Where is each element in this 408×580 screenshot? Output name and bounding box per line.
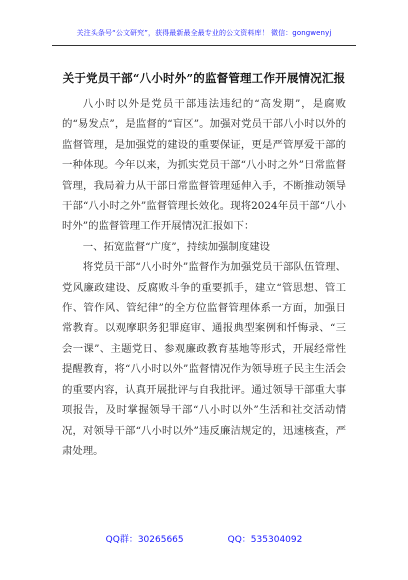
section-paragraph: 将党员干部“八小时外”监督作为加强党员干部队伍管理、党风廉政建设、反腐败斗争的重要抓手，建立“管思想、管工作、管作风、管纪律”的全方位监督管理体系一方面，加强日常教育。以观摩职务犯罪庭审、通报典型案例和忏悔录、“三会一课”、主题党日、参观廉政教育基地等形式，开展经常性提醒教育，将“八小时以外”监督情况作为领导班子民主生活会的重要内容，认真开展批评与自我批评。通过领导干部重大事项报告，及时掌握领导干部“八小时以外”生活和社交活动情况，对领导干部“八小时以外”违反廉洁规定的，迅速核查，严肃处理。	[62, 261, 346, 457]
page-footer	[0, 532, 408, 545]
header-divider	[52, 45, 356, 46]
page-header-promo: 关注头条号“公文研究”，获得最新最全最专业的公文资料库！ 微信：gongwenyj	[76, 29, 332, 37]
document-body	[62, 94, 346, 461]
document-title: 关于党员干部“八小时外”的监督管理工作开展情况汇报	[62, 71, 346, 85]
footer-qq-number: QQ：535304092	[227, 535, 303, 545]
section-heading: 一、拓宽监督“广度”，持续加强制度建设	[82, 240, 271, 253]
intro-paragraph: 八小时以外是党员干部违法违纪的“高发期”，是腐败的“易发点”，是监督的“盲区”。加强对党员干部八小时以外的监督管理，是加强党的建设的重要保证，更是严管厚爱干部的一种体现。今年以来，为抓实党员干部“八小时之外”日常监督管理，我局着力从干部日常监督管理延伸入手，不断推动领导干部“八小时之外”监督管理长效化。现将2024年员干部“八小时外”的监督管理工作开展情况汇报如下：	[62, 98, 346, 233]
footer-qq-group: QQ群：30265665	[105, 535, 184, 545]
